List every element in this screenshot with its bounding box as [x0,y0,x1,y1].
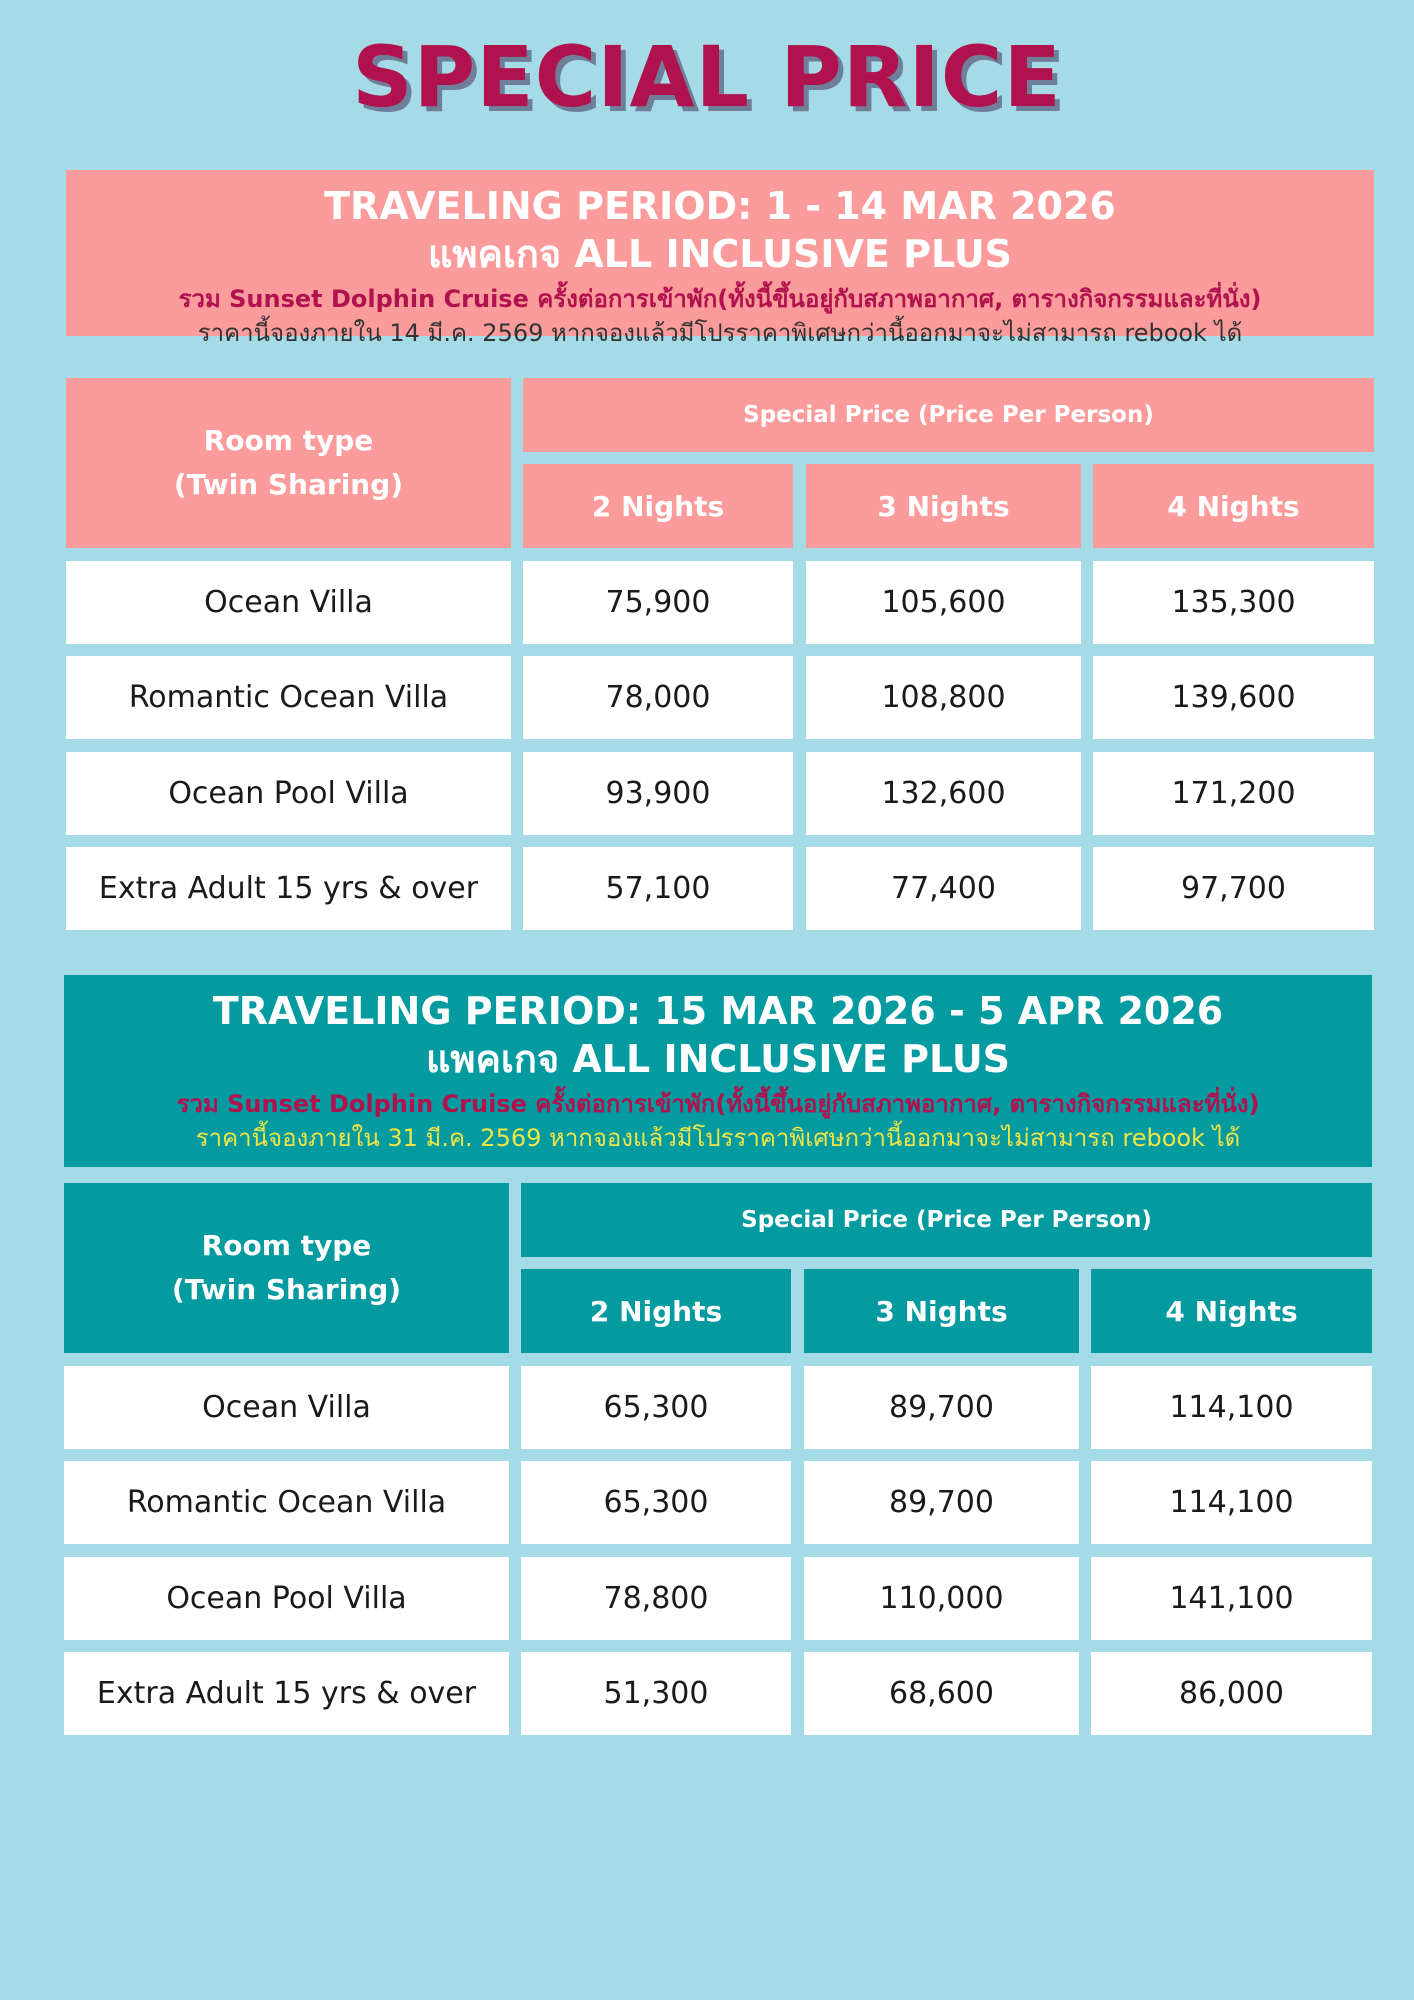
price-cell-4-nights: 171,200 [1093,752,1374,835]
header-4-nights: 4 Nights [1093,464,1374,548]
room-name-cell: Romantic Ocean Villa [64,1461,509,1544]
header-3-nights: 3 Nights [804,1269,1079,1353]
room-name-cell: Ocean Pool Villa [64,1557,509,1640]
room-name-cell: Ocean Villa [64,1366,509,1449]
price-cell-2-nights: 78,000 [523,656,793,739]
price-section-period-2 [64,975,1372,1737]
period-banner [64,975,1372,1167]
price-cell-2-nights: 65,300 [521,1366,791,1449]
price-cell-3-nights: 110,000 [804,1557,1079,1640]
price-cell-3-nights: 89,700 [804,1461,1079,1544]
price-cell-2-nights: 51,300 [521,1652,791,1735]
special-price-header: Special Price (Price Per Person) [523,378,1374,452]
page-title: SPECIAL PRICE [352,28,1062,126]
room-name-cell: Ocean Villa [66,561,511,644]
period-title: TRAVELING PERIOD: 15 MAR 2026 - 5 APR 2026 [212,989,1224,1033]
special-price-header: Special Price (Price Per Person) [521,1183,1372,1257]
twin-sharing-label: (Twin Sharing) [173,468,404,501]
header-2-nights: 2 Nights [523,464,793,548]
inclusion-note: รวม Sunset Dolphin Cruise ครั้งต่อการเข้าพัก(ทั้งนี้ขึ้นอยู่กับสภาพอากาศ, ตารางกิจกรรมและที่นั่ง) [178,285,1262,313]
header-2-nights: 2 Nights [521,1269,791,1353]
room-type-header [66,378,511,548]
price-cell-2-nights: 93,900 [523,752,793,835]
twin-sharing-label: (Twin Sharing) [171,1273,402,1306]
price-cell-3-nights: 108,800 [806,656,1081,739]
period-banner [66,170,1374,347]
price-cell-4-nights: 114,100 [1091,1461,1372,1544]
price-cell-2-nights: 78,800 [521,1557,791,1640]
price-cell-2-nights: 57,100 [523,847,793,930]
header-3-nights: 3 Nights [806,464,1081,548]
price-cell-4-nights: 114,100 [1091,1366,1372,1449]
booking-note: ราคานี้จองภายใน 31 มี.ค. 2569 หากจองแล้วมีโปรราคาพิเศษกว่านี้ออกมาจะไม่สามารถ rebook ได้ [195,1124,1241,1152]
package-title: แพคเกจ ALL INCLUSIVE PLUS [427,232,1013,276]
booking-note: ราคานี้จองภายใน 14 มี.ค. 2569 หากจองแล้วมีโปรราคาพิเศษกว่านี้ออกมาจะไม่สามารถ rebook ได้ [197,319,1243,347]
room-name-cell: Ocean Pool Villa [66,752,511,835]
price-cell-2-nights: 65,300 [521,1461,791,1544]
room-name-cell: Extra Adult 15 yrs & over [64,1652,509,1735]
inclusion-note: รวม Sunset Dolphin Cruise ครั้งต่อการเข้าพัก(ทั้งนี้ขึ้นอยู่กับสภาพอากาศ, ตารางกิจกรรมและที่นั่ง) [176,1090,1260,1118]
price-cell-4-nights: 86,000 [1091,1652,1372,1735]
room-type-label: Room type [201,1229,372,1262]
price-cell-4-nights: 141,100 [1091,1557,1372,1640]
price-cell-4-nights: 135,300 [1093,561,1374,644]
price-cell-4-nights: 97,700 [1093,847,1374,930]
price-cell-3-nights: 68,600 [804,1652,1079,1735]
price-cell-2-nights: 75,900 [523,561,793,644]
room-type-label: Room type [203,424,374,457]
room-name-cell: Extra Adult 15 yrs & over [66,847,511,930]
price-cell-3-nights: 89,700 [804,1366,1079,1449]
price-section-period-1 [66,170,1374,932]
price-cell-4-nights: 139,600 [1093,656,1374,739]
room-type-header [64,1183,509,1353]
period-title: TRAVELING PERIOD: 1 - 14 MAR 2026 [324,184,1116,228]
price-cell-3-nights: 105,600 [806,561,1081,644]
header-4-nights: 4 Nights [1091,1269,1372,1353]
room-name-cell: Romantic Ocean Villa [66,656,511,739]
price-cell-3-nights: 132,600 [806,752,1081,835]
price-cell-3-nights: 77,400 [806,847,1081,930]
package-title: แพคเกจ ALL INCLUSIVE PLUS [425,1037,1011,1081]
